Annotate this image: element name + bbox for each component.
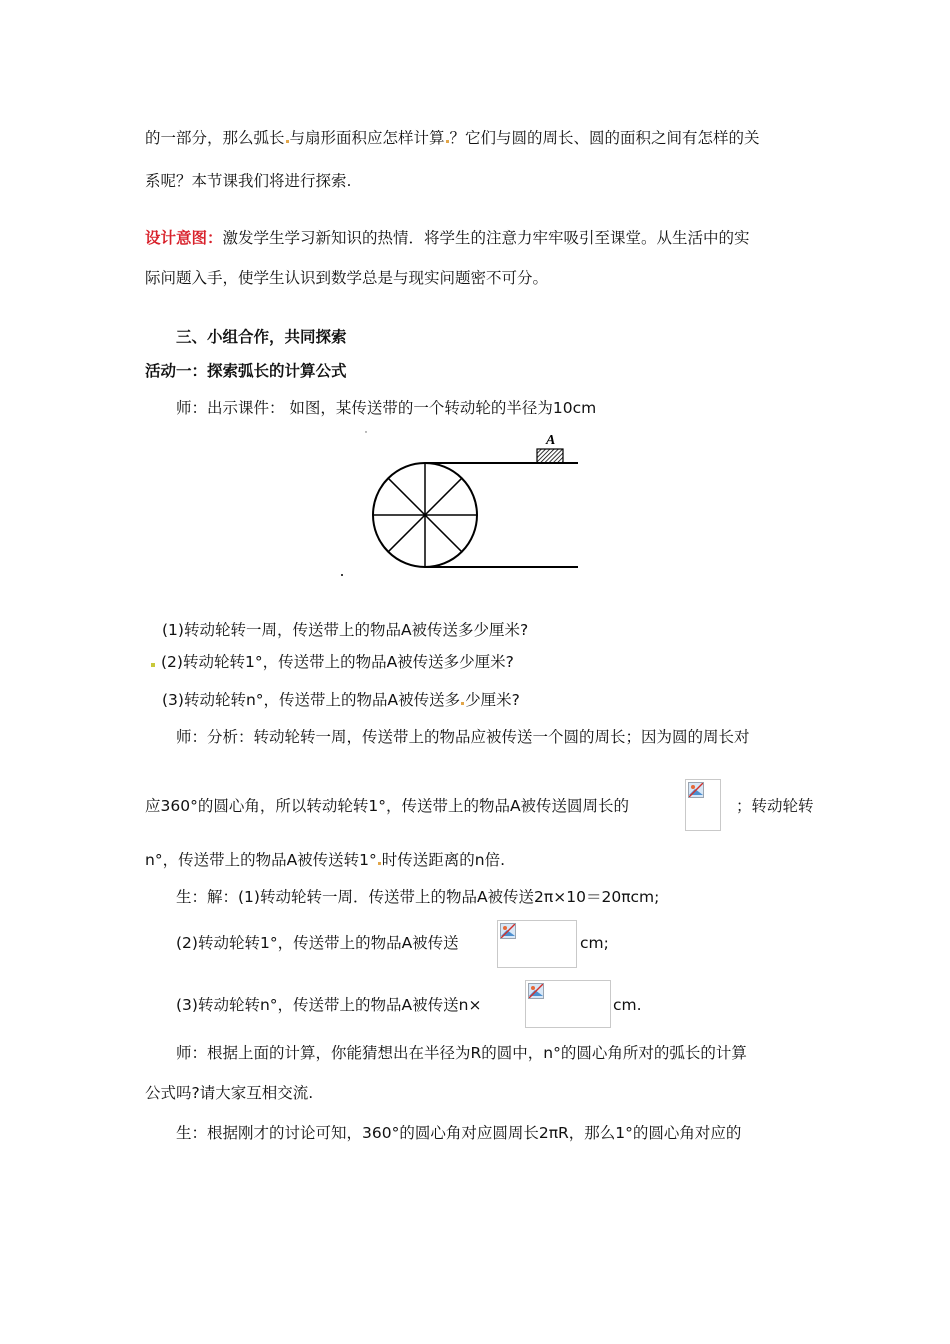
design-line-2: 际问题入手，使学生认识到数学总是与现实问题密不可分。 — [145, 269, 549, 287]
section-title: 三、小组合作，共同探索 — [176, 328, 347, 346]
design-line-1 — [145, 228, 750, 248]
teacher-question-1: 师：根据上面的计算，你能猜想出在半径为R的圆中，n°的圆心角所对的弧长的计算 — [176, 1044, 747, 1062]
formula-image-2 — [497, 920, 577, 968]
solution-text-3b: cm. — [613, 996, 642, 1014]
stray-dot — [341, 574, 343, 576]
analysis-text-2a: 应360°的圆心角，所以转动轮转1°，传送带上的物品A被传送圆周长的 — [145, 797, 630, 815]
broken-image-icon — [500, 923, 516, 939]
stray-dot — [365, 431, 366, 432]
formula-image-3 — [525, 980, 611, 1028]
solution-text-3a: (3)转动轮转n°，传送带上的物品A被传送n× — [176, 996, 482, 1014]
intro-text-a: 的一部分，那么弧长 — [145, 129, 285, 147]
intro-line-1 — [145, 128, 760, 148]
question-3b: 少厘米? — [465, 691, 520, 709]
solution-text-2b: cm; — [580, 934, 609, 952]
intro-text-b: 与扇形面积应怎样计算 — [289, 129, 445, 147]
formula-image-1 — [685, 779, 721, 831]
design-text-1: 激发学生学习新知识的热情．将学生的注意力牢牢吸引至课堂。从生活中的实 — [222, 229, 750, 247]
solution-line-2 — [176, 933, 459, 953]
question-1: (1)转动轮转一周，传送带上的物品A被传送多少厘米? — [162, 621, 529, 639]
design-label: 设计意图： — [145, 229, 223, 247]
stray-mark — [446, 140, 449, 143]
stray-mark — [461, 702, 464, 705]
intro-text-c: ？它们与圆的周长、圆的面积之间有怎样的关 — [449, 129, 760, 147]
teacher-question-2: 公式吗?请大家互相交流. — [145, 1084, 314, 1102]
analysis-line-1: 师：分析：转动轮转一周，传送带上的物品应被传送一个圆的周长；因为圆的周长对 — [176, 728, 750, 746]
drive-wheel — [373, 463, 477, 567]
solution-text-2a: (2)转动轮转1°，传送带上的物品A被传送 — [176, 934, 459, 952]
conveyor-diagram — [340, 425, 590, 585]
question-2-line — [150, 652, 514, 672]
analysis-line-2 — [145, 796, 629, 816]
broken-image-icon — [688, 782, 704, 798]
student-reply: 生：根据刚才的讨论可知，360°的圆心角对应圆周长2πR，那么1°的圆心角对应的 — [176, 1124, 742, 1142]
analysis-text-3b: 时传送距离的n倍. — [381, 851, 506, 869]
activity-title: 活动一：探索弧长的计算公式 — [145, 362, 347, 380]
teacher-show-line: 师：出示课件： 如图，某传送带的一个转动轮的半径为10cm — [176, 399, 597, 417]
solution-line-3 — [176, 995, 481, 1015]
stray-mark — [378, 862, 381, 865]
object-a-block — [537, 449, 563, 463]
stray-mark — [151, 663, 155, 667]
analysis-text-3a: n°，传送带上的物品A被传送转1° — [145, 851, 377, 869]
question-3a: (3)转动轮转n°，传送带上的物品A被传送多 — [162, 691, 461, 709]
intro-line-2: 系呢？本节课我们将进行探索. — [145, 172, 352, 190]
analysis-line-3 — [145, 850, 505, 870]
stray-mark — [286, 140, 289, 143]
analysis-text-2b: ；转动轮转 — [736, 797, 814, 815]
solution-line-1: 生：解：(1)转动轮转一周．传送带上的物品A被传送2π×10＝20πcm; — [176, 888, 660, 906]
question-2: (2)转动轮转1°，传送带上的物品A被传送多少厘米? — [161, 653, 514, 671]
object-a-label: A — [546, 433, 556, 448]
question-3-line — [162, 690, 520, 710]
broken-image-icon — [528, 983, 544, 999]
